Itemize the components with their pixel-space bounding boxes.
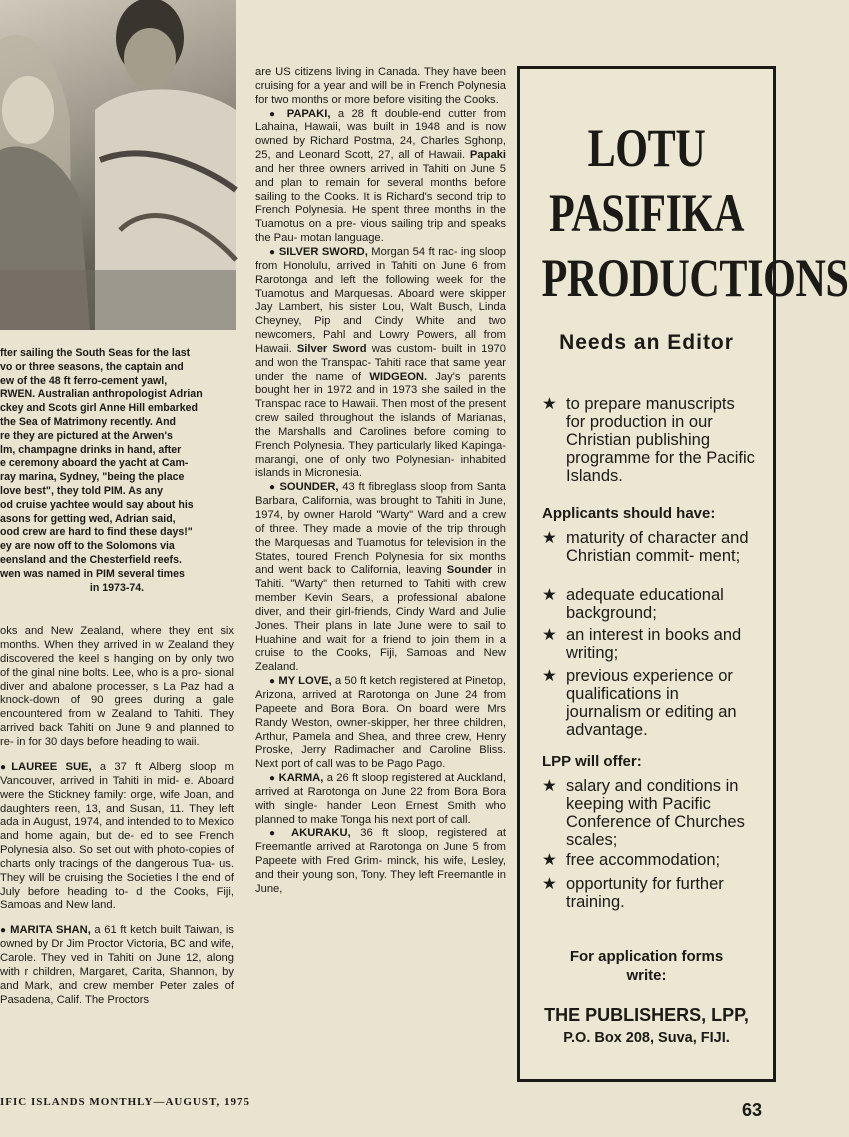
applicant-item [542, 667, 757, 739]
paragraph [255, 675, 506, 772]
star-icon: ★ [542, 626, 557, 644]
applicant-text: an interest in books and writing; [566, 626, 742, 662]
paragraph-text: Jay's parents bought her in 1972 and in 1973 she sailed in the Transpac race to Hawaii. Then most of the present crew sailed throughout the islands of Marianas, the Marshalls and Carolines before coming to French Polynesia. They particularly liked Kapinga- marangi, one of only two Polynesian- inhabited islands in Micronesia. [255, 370, 506, 480]
boat-name: SOUNDER, [279, 481, 339, 494]
star-icon: ★ [542, 875, 557, 893]
caption-line: in 1973-74. [89, 581, 145, 594]
paragraph-text: oks and New Zealand, where they ent six months. When they arrived in w Zealand they discovered the keel s hanging on by only two of the ginal nine bolts. Lee, who is a pro- sional diver and abalone processer, s La Paz had a knock-down of 90 grees during a gale encountered from w Zealand to Tahiti. They arrived back Tahiti on June 9 and planned to re- in for 30 days before heading to waii. [0, 625, 234, 748]
caption-line: ray marina, Sydney, "being the place [0, 471, 185, 484]
bullet-icon: ● [0, 925, 7, 937]
caption-line: ey are now off to the Solomons via [0, 540, 175, 553]
paragraph [0, 761, 234, 913]
boat-name: MARITA SHAN, [10, 924, 91, 937]
boat-name: WIDGEON. [369, 370, 428, 383]
caption-line: wen was named in PIM several times [0, 567, 185, 580]
paragraph-text: are US citizens living in Canada. They have been cruising for a year and will be in French Polynesia for two months or more before visiting the Cooks. [255, 66, 506, 106]
bullet-icon: ● [0, 761, 12, 773]
boat-name: KARMA, [278, 772, 324, 785]
paragraph-text: a 50 ft ketch registered at Pinetop, Arizona, arrived at Rarotonga on June 24 from Papeete and Bora Bora. On board were Mrs Randy Weston, owner-skipper, her three children, Arthur, Pamela and Shea, and three crew, Henry Proske, Jerry Radimacher and Caroline Bliss. Next port of call was to be Pago Pago. [255, 675, 507, 771]
job-advertisement [517, 66, 849, 1082]
ad-purpose [542, 395, 757, 485]
ad-headline: Needs an Editor [559, 331, 734, 354]
paragraph [255, 827, 506, 896]
paragraph-text: a 61 ft ketch built Taiwan, is owned by Dr Jim Proctor Victoria, BC and wife, Carole. They ved in Tahiti on June 12, along with r children, Margaret, Carita, Shannon, by and Mark, and crew member Peter zales of Pasadena, Calif. The Proctors [0, 924, 235, 1006]
ad-title-line: PASIFIKA [548, 183, 745, 243]
paragraph [0, 924, 234, 1007]
caption-line: ckey and Scots girl Anne Hill embarked [0, 402, 199, 415]
paragraph-text: 36 ft sloop, registered at Freemantle arrived at Rarotonga on June 5 from Papeete with Fred Grim- minck, his wife, Lesley, and their young son, Tony. They left Freemantle in June, [255, 827, 507, 895]
offer-item [542, 777, 757, 849]
applicant-item [542, 586, 757, 622]
publication-footer: IFIC ISLANDS MONTHLY—AUGUST, 1975 [0, 1096, 250, 1108]
offer-text: salary and conditions in keeping with Pacific Conference of Churches scales; [566, 777, 745, 849]
paragraph [255, 772, 506, 827]
paragraph-text: Morgan 54 ft rac- ing sloop from Honolulu, arrived in Tahiti on June 6 from Rarotonga and left the following week for the Tuamotus and Marquesas. Aboard were skipper Jay Lambert, his sister Lou, Walt Busch, Linda Cheyney, Pip and Cindy White and two newcomers, Pahl and Lowry Powers, all from Hawaii. [255, 245, 507, 355]
caption-line: eensland and the Chesterfield reefs. [0, 553, 182, 566]
boat-name: Sounder [446, 564, 493, 577]
paragraph-text: a 28 ft double-end cutter from Lahaina, Hawaii, was built in 1948 and is now owned by Richard Postma, 24, Charles Sghonp, 25, and Leonard Scott, 27, all of Hawaii. [255, 107, 506, 162]
boat-name: MY LOVE, [278, 675, 332, 688]
star-icon: ★ [542, 851, 557, 869]
caption-line: RWEN. Australian anthropologist Adrian [0, 388, 203, 401]
applicant-item [542, 626, 757, 662]
bullet-icon: ● [269, 482, 276, 494]
photo-figures [0, 0, 236, 330]
star-icon: ★ [542, 667, 557, 685]
star-icon: ★ [542, 586, 557, 604]
caption-line: love best", they told PIM. As any [0, 484, 163, 497]
applicant-text: previous experience or qualifications in journalism or editing an advantage. [566, 667, 737, 739]
publisher-address: P.O. Box 208, Suva, FIJI. [563, 1030, 730, 1046]
page-number: 63 [742, 1100, 763, 1120]
caption-line: e ceremony aboard the yacht at Cam- [0, 457, 189, 470]
photo-caption [0, 347, 234, 595]
caption-line: re they are pictured at the Arwen's [0, 429, 173, 442]
caption-line: asons for getting wed, Adrian said, [0, 512, 176, 525]
star-icon: ★ [542, 529, 557, 547]
bullet-icon: ● [269, 246, 276, 258]
applicant-text: adequate educational background; [566, 586, 724, 622]
boat-name: Silver Sword [296, 342, 367, 355]
bullet-icon: ● [269, 108, 280, 120]
caption-line: lm, champagne drinks in hand, after [0, 443, 182, 456]
paragraph [255, 66, 506, 108]
caption-line: ood crew are hard to find these days!" [0, 526, 193, 539]
application-instructions [520, 947, 773, 985]
paragraph [255, 108, 506, 246]
offer-item [542, 851, 757, 869]
applicant-item [542, 529, 757, 565]
bullet-icon: ● [269, 828, 282, 840]
column-1-text [0, 614, 234, 1019]
ad-title-line: LOTU [587, 118, 706, 178]
bullet-icon: ● [269, 676, 276, 688]
offer-heading: LPP will offer: [542, 753, 642, 770]
star-icon: ★ [542, 777, 557, 795]
caption-line: vo or three seasons, the captain and [0, 360, 184, 373]
paragraph [255, 246, 506, 481]
paragraph-text: and her three owners arrived in Tahiti on June 5 and plan to remain for several months before sailing to the Cooks. It is Richard's second trip to French Polynesia. He spent three months in the Tuamotus on a pre- vious sailing trip and speaks the Pau- motan language. [255, 162, 506, 245]
paragraph [255, 481, 506, 675]
boat-name: SILVER SWORD, [278, 245, 368, 258]
boat-name: Papaki [469, 149, 506, 162]
caption-line: fter sailing the South Seas for the last [0, 347, 191, 359]
ad-purpose-text: to prepare manuscripts for production in our Christian publishing programme for the Pacific Islands. [566, 395, 755, 485]
paragraph-text: 43 ft fibreglass sloop from Santa Barbara, California, was brought to Tahiti in June, 1974, by owner Harold "Warty" Ward and a crew of three. They made a movie of the trip through the Marquesas and Tuamotus for television in the States, toured French Polynesia for six months and went back to California, leaving [255, 481, 507, 577]
caption-line: the Sea of Matrimony recently. And [0, 415, 177, 428]
boat-name: LAUREE SUE, [11, 760, 92, 773]
star-icon: ★ [542, 395, 557, 413]
apply-line: write: [626, 967, 667, 984]
paragraph-text: in Tahiti. "Warty" then returned to Tahiti with crew member Kevin Sears, a professional abalone diver, and their girl-friends, Cindy Ward and Julie Jones. Their plans in late June were to sail to Huahine and wait for a friend to join them in a cruise to the Cooks, Fiji, Samoas and New Zealand. [255, 564, 506, 674]
offer-text: free accommodation; [566, 851, 721, 869]
paragraph-text: a 26 ft sloop registered at Auckland, arrived at Rarotonga on June 22 from Bora Bora with single- hander Leon Ernest Smith who planned to make Tonga his next port of call. [255, 772, 506, 826]
applicant-text: maturity of character and Christian commit- ment; [566, 529, 749, 565]
applicants-heading: Applicants should have: [542, 505, 716, 522]
apply-line: For application forms [569, 948, 724, 965]
couple-photograph [0, 0, 236, 330]
offer-item [542, 875, 757, 911]
offer-text: opportunity for further training. [566, 875, 724, 911]
paragraph [0, 625, 234, 750]
boat-name: PAPAKI, [286, 107, 331, 120]
boat-name: AKURAKU, [291, 827, 351, 840]
paragraph-text: was custom- built in 1970 and won the Transpac- Tahiti race that same year under the name of [255, 342, 506, 383]
ad-title-line: PRODUCTIONS [541, 248, 849, 308]
caption-line: od cruise yachtee would say about his [0, 498, 194, 511]
caption-line: ew of the 48 ft ferro-cement yawl, [0, 374, 168, 387]
paragraph-text: a 37 ft Alberg sloop m Vancouver, arrived in Tahiti in mid- e. Aboard were the Stickney family: orge, wife Joan, and daughters reen, 13, and Susan, 11. They left ada in August, 1974, and intended to to Mexico and home again, but de- ed to see French Polynesia also. So set out with photo-copies of charts only tracings of the dangerous Tua- us. They will be cruising the Societies l the end of July before heading to- d the Cooks, Fiji, Samoas and New land. [0, 760, 234, 912]
bullet-icon: ● [269, 773, 276, 785]
column-2-text [255, 66, 506, 897]
publisher-name: THE PUBLISHERS, LPP, [544, 1005, 749, 1025]
